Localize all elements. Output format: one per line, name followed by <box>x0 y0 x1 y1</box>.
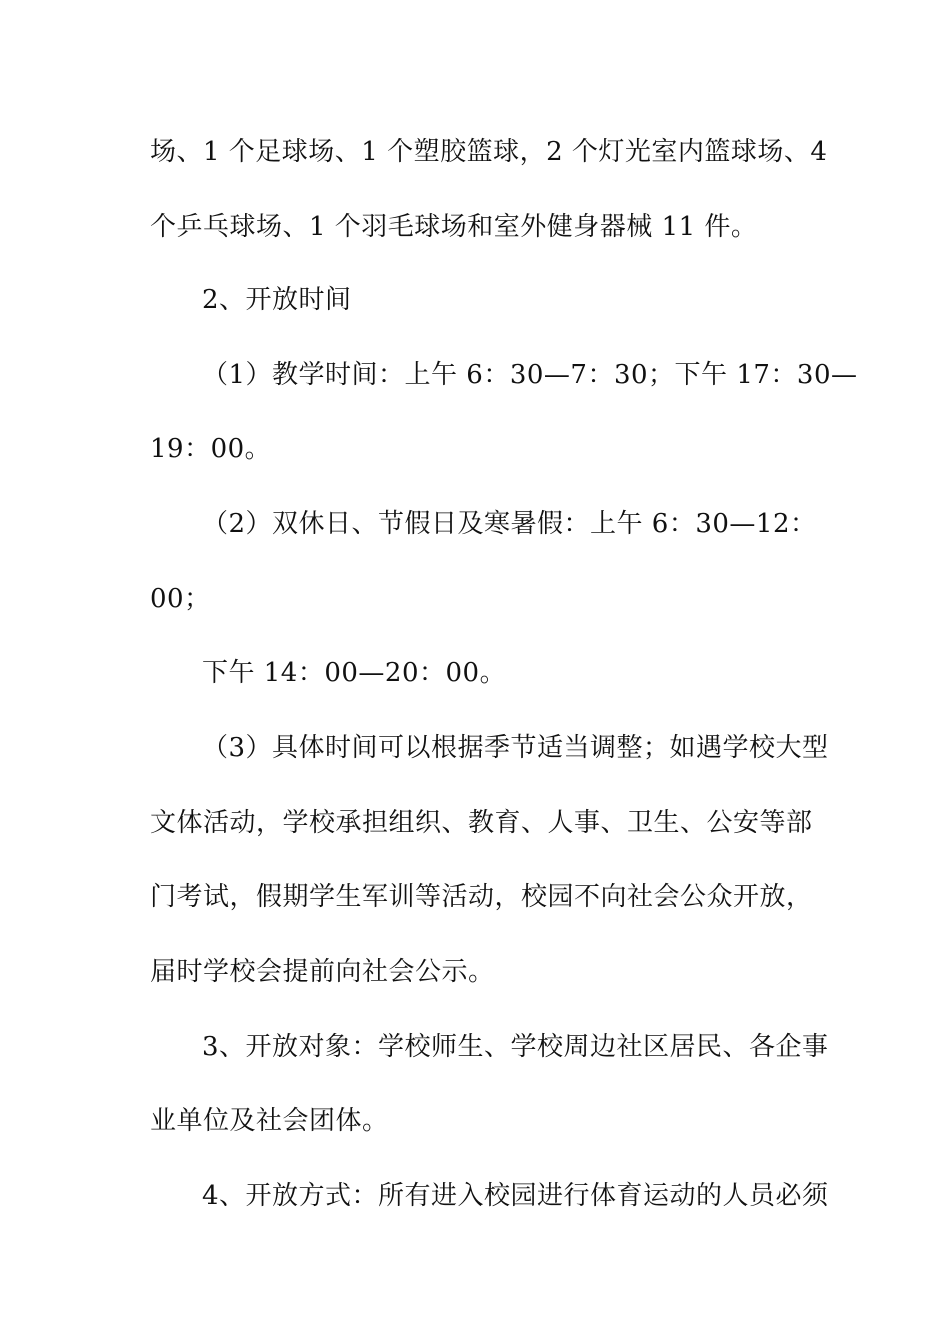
text-line: 届时学校会提前向社会公示。 <box>150 957 495 987</box>
text-line: 业单位及社会团体。 <box>150 1106 389 1136</box>
text-line: 文体活动，学校承担组织、教育、人事、卫生、公安等部 <box>150 808 813 838</box>
text-line: （3）具体时间可以根据季节适当调整；如遇学校大型 <box>202 733 829 763</box>
text-line: 00； <box>150 584 211 614</box>
text-line: 场、1 个足球场、1 个塑胶篮球，2 个灯光室内篮球场、4 <box>150 137 828 167</box>
section-heading: 2、开放时间 <box>202 285 352 315</box>
text-line: （1）教学时间：上午 6：30—7：30；下午 17：30— <box>202 360 858 390</box>
section-heading: 3、开放对象：学校师生、学校周边社区居民、各企事 <box>202 1032 829 1062</box>
text-line: 门考试，假期学生军训等活动，校园不向社会公众开放， <box>150 882 813 912</box>
text-line: 个乒乓球场、1 个羽毛球场和室外健身器械 11 件。 <box>150 212 758 242</box>
section-heading: 4、开放方式：所有进入校园进行体育运动的人员必须 <box>202 1181 829 1211</box>
text-line: （2）双休日、节假日及寒暑假：上午 6：30—12： <box>202 509 817 539</box>
text-line: 下午 14：00—20：00。 <box>202 658 507 688</box>
text-line: 19：00。 <box>150 434 272 464</box>
